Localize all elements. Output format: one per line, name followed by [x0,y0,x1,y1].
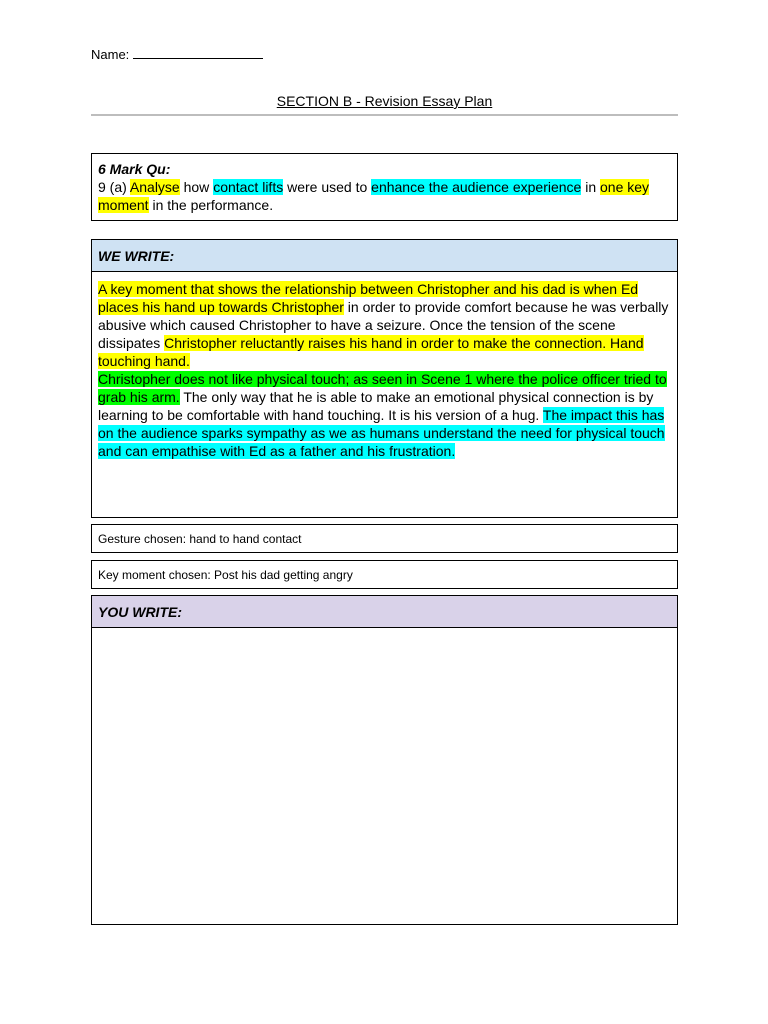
question-box [91,153,678,221]
we-write-body [91,271,678,518]
question-text-segment: were used to [283,179,372,195]
question-text-segment: Analyse [129,179,180,195]
question-text-segment: enhance the audience experience [371,179,582,195]
name-blank-line[interactable] [133,46,263,59]
page-title: SECTION B - Revision Essay Plan [276,93,493,109]
we-write-text-segment: in order to provide comfort because he was verbally abusive which caused Christopher to have a seizure. Once the tension of the scene dissipates [98,299,669,351]
we-write-text-segment: Christopher does not like physical touch; as seen in Scene 1 where the police officer tried to grab his arm. [98,371,667,405]
question-text-segment: in [581,179,601,195]
question-text-segment: how [179,179,214,195]
gesture-chosen: Gesture chosen: hand to hand contact [91,524,678,553]
we-write-text-segment: The impact this has on the audience sparks sympathy as we as humans understand the need for physical touch and can empathise with Ed as a father and his frustration. [98,407,665,459]
you-write-heading: YOU WRITE: [91,595,678,628]
question-text [98,178,671,214]
we-write-text-segment: The only way that he is able to make an emotional physical connection is by learning to be comfortable with hand touching. It is his version of a hug. [98,389,654,423]
we-write-text-segment: A key moment that shows the relationship between Christopher and his dad is when Ed places his hand up towards Christopher [98,281,639,315]
question-heading: 6 Mark Qu: [98,161,171,177]
title-divider [91,114,678,116]
question-text-segment: one key moment [98,179,650,213]
we-write-text [98,280,671,460]
key-moment-chosen: Key moment chosen: Post his dad getting angry [91,560,678,589]
we-write-text-segment: Christopher reluctantly raises his hand in order to make the connection. Hand touching hand. [98,335,644,369]
name-label: Name: [91,47,130,62]
question-text-segment: contact lifts [213,179,284,195]
name-field [91,46,263,62]
question-text-segment: in the performance. [148,197,274,213]
you-write-answer-area[interactable] [91,627,678,925]
we-write-heading: WE WRITE: [91,239,678,272]
question-text-segment: 9 (a) [98,179,130,195]
